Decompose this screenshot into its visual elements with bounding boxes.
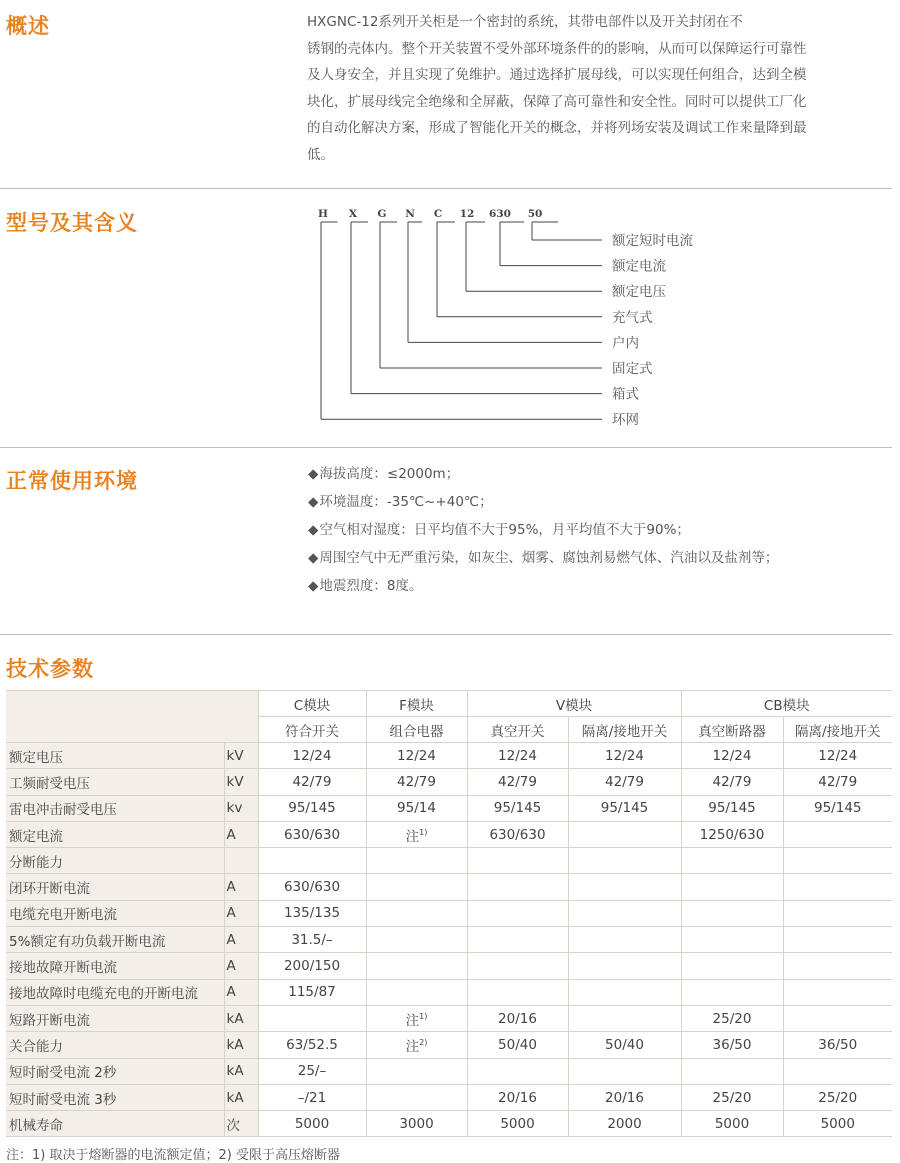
spec-table [6,690,892,1137]
spec-cell: 135/135 [258,900,366,926]
spec-cell [783,953,892,979]
spec-cell [366,979,467,1005]
spec-cell: 12/24 [366,743,467,769]
spec-cell [681,1058,783,1084]
spec-row-unit: kA [224,1084,258,1110]
environment-item: ◆ 环境温度：-35℃~+40℃； [308,488,778,516]
spec-cell: 200/150 [258,953,366,979]
spec-cell [681,953,783,979]
spec-cell [366,1005,467,1031]
spec-row [6,953,892,979]
spec-row-label: 关合能力 [6,1032,224,1058]
overview-line: 的自动化解决方案，形成了智能化开关的概念，并将列场安装及调试工作来量降到最 [307,120,807,136]
spec-row-unit: A [224,900,258,926]
model-code-letter: H [318,208,328,220]
environment-item: ◆ 空气相对湿度：日平均值不大于95%，月平均值不大于90%； [308,516,778,544]
spec-cell: 95/145 [258,795,366,821]
spec-row [6,795,892,821]
spec-cell [568,953,681,979]
section-divider [0,188,892,189]
model-code-diagram [300,200,740,435]
spec-row-unit: A [224,874,258,900]
model-meaning-label: 额定短时电流 [612,233,693,249]
spec-cell [783,927,892,953]
spec-cell [467,900,568,926]
spec-row-label: 短时耐受电流 3秒 [6,1084,224,1110]
specs-heading: 技术参数 [6,657,94,681]
spec-cell: 12/24 [467,743,568,769]
spec-header-blank [6,691,258,743]
overview-line: HXGNC-12系列开关柜是一个密封的系统，其带电部件以及开关封闭在不 [307,14,743,30]
model-code-letter: 12 [459,208,475,220]
model-meaning-label: 固定式 [612,361,653,377]
spec-row [6,1005,892,1031]
spec-cell [681,848,783,874]
spec-cell [366,1032,467,1058]
spec-cell: 95/145 [681,795,783,821]
spec-row-unit: A [224,927,258,953]
model-code-letter: N [405,208,415,220]
footnote-marker: 2) [419,1037,428,1047]
spec-row-unit: A [224,953,258,979]
spec-row-unit: A [224,821,258,847]
spec-row-label: 5%额定有功负载开断电流 [6,927,224,953]
spec-cell-note: 注 [405,1038,420,1055]
spec-cell: 5000 [467,1111,568,1137]
spec-cell: 42/79 [681,769,783,795]
spec-cell [568,821,681,847]
spec-cell [467,953,568,979]
footnote-marker: 1) [419,827,428,837]
spec-row-label: 工频耐受电压 [6,769,224,795]
spec-cell: 5000 [681,1111,783,1137]
spec-row-unit: 次 [224,1111,258,1137]
spec-row-label: 闭环开断电流 [6,874,224,900]
spec-cell: 50/40 [568,1032,681,1058]
section-divider [0,447,892,448]
model-meaning-label: 箱式 [612,386,639,403]
spec-cell: 42/79 [568,769,681,795]
spec-row [6,1111,892,1137]
spec-subheader: 符合开关 [258,717,366,743]
spec-cell [366,821,467,847]
spec-cell: 31.5/– [258,927,366,953]
spec-row [6,848,892,874]
environment-heading: 正常使用环境 [6,469,138,493]
spec-row [6,979,892,1005]
spec-subheader: 隔离/接地开关 [568,717,681,743]
spec-row-unit: A [224,979,258,1005]
spec-cell: 12/24 [681,743,783,769]
model-code-letter: G [377,208,387,220]
spec-subheader: 隔离/接地开关 [783,717,892,743]
spec-row [6,900,892,926]
spec-row-label: 分断能力 [6,848,224,874]
spec-cell [258,1005,366,1031]
spec-cell: 42/79 [258,769,366,795]
spec-row [6,927,892,953]
model-code-letter: C [433,208,443,220]
overview-line: 及人身安全，并且实现了免维护。通过选择扩展母线，可以实现任何组合，达到全模 [307,67,807,83]
spec-row-unit: kV [224,743,258,769]
spec-cell [568,979,681,1005]
spec-row [6,1032,892,1058]
spec-row [6,874,892,900]
spec-cell: 5000 [783,1111,892,1137]
model-meaning-label: 户内 [612,335,639,352]
spec-module-header: F模块 [366,691,467,717]
spec-row-unit: kA [224,1032,258,1058]
spec-cell [467,927,568,953]
spec-row [6,821,892,847]
spec-cell [783,1005,892,1031]
spec-cell [467,874,568,900]
model-code-letter: 50 [527,208,543,220]
spec-row-label: 接地故障开断电流 [6,953,224,979]
spec-subheader: 真空开关 [467,717,568,743]
spec-module-header: V模块 [467,691,681,717]
spec-cell: 1250/630 [681,821,783,847]
spec-cell: 36/50 [681,1032,783,1058]
model-meaning-label: 充气式 [612,309,653,326]
overview-line: 低。 [307,146,334,163]
spec-cell [783,1058,892,1084]
spec-cell: 25/– [258,1058,366,1084]
model-meaning-label: 额定电压 [612,284,666,301]
spec-cell: 36/50 [783,1032,892,1058]
spec-module-header: CB模块 [681,691,892,717]
spec-cell: 630/630 [258,821,366,847]
spec-cell: 95/145 [467,795,568,821]
spec-cell [366,953,467,979]
environment-list [308,460,778,600]
spec-cell [366,1058,467,1084]
spec-cell [783,900,892,926]
spec-subheader: 真空断路器 [681,717,783,743]
spec-header-row [6,691,892,717]
spec-cell-note: 注 [405,1012,420,1029]
spec-cell: 25/20 [681,1084,783,1110]
spec-cell [568,927,681,953]
spec-cell [366,848,467,874]
spec-cell [783,874,892,900]
spec-cell: 42/79 [783,769,892,795]
spec-cell: 20/16 [467,1005,568,1031]
footnote-marker: 1) [419,1011,428,1021]
spec-cell [783,979,892,1005]
spec-cell: 25/20 [681,1005,783,1031]
spec-row-label: 接地故障时电缆充电的开断电流 [6,979,224,1005]
spec-cell: 42/79 [467,769,568,795]
model-code-letter: 630 [489,208,511,220]
spec-cell [366,900,467,926]
spec-cell [681,874,783,900]
environment-item: ◆ 地震烈度：8度。 [308,572,778,600]
spec-cell: 630/630 [258,874,366,900]
spec-row-label: 电缆充电开断电流 [6,900,224,926]
spec-row-unit: kA [224,1005,258,1031]
spec-row [6,769,892,795]
spec-cell [681,900,783,926]
spec-cell [568,848,681,874]
spec-row-label: 额定电流 [6,821,224,847]
overview-text [307,9,895,168]
model-meaning-label: 环网 [612,412,639,429]
spec-cell: 630/630 [467,821,568,847]
spec-cell [681,927,783,953]
spec-cell: 95/14 [366,795,467,821]
environment-item: ◆ 周围空气中无严重污染，如灰尘、烟雾、腐蚀剂易燃气体、汽油以及盐剂等； [308,544,778,572]
spec-cell: 95/145 [783,795,892,821]
model-meaning-label: 额定电流 [612,258,666,275]
spec-cell [467,1058,568,1084]
spec-cell: 3000 [366,1111,467,1137]
spec-row-unit: kA [224,1058,258,1084]
overview-line: 块化，扩展母线完全绝缘和全屏蔽，保障了高可靠性和安全性。同时可以提供工厂化 [307,93,807,110]
spec-cell: 115/87 [258,979,366,1005]
spec-cell [366,874,467,900]
spec-cell-note: 注 [405,828,420,845]
spec-row-label: 额定电压 [6,743,224,769]
spec-cell: 50/40 [467,1032,568,1058]
spec-cell: 5000 [258,1111,366,1137]
spec-row-unit: kV [224,769,258,795]
spec-cell [568,900,681,926]
spec-cell: 12/24 [258,743,366,769]
spec-footnote: 注：1) 取决于熔断器的电流额定值；2) 受限于高压熔断器 [6,1148,340,1163]
spec-cell: 63/52.5 [258,1032,366,1058]
spec-cell [467,979,568,1005]
spec-cell [783,848,892,874]
spec-cell [681,979,783,1005]
overview-line: 锈钢的壳体内。整个开关装置不受外部环境条件的的影响，从而可以保障运行可靠性 [307,40,807,57]
spec-cell [366,927,467,953]
spec-cell [568,874,681,900]
model-heading: 型号及其含义 [6,211,138,235]
spec-module-header: C模块 [258,691,366,717]
spec-cell [568,1058,681,1084]
spec-row-label: 短时耐受电流 2秒 [6,1058,224,1084]
spec-cell [258,848,366,874]
spec-cell [467,848,568,874]
spec-row [6,1084,892,1110]
overview-heading: 概述 [6,14,50,38]
spec-cell: 12/24 [568,743,681,769]
spec-cell: 2000 [568,1111,681,1137]
spec-cell: 20/16 [467,1084,568,1110]
spec-cell: 12/24 [783,743,892,769]
spec-row-unit [224,848,258,874]
spec-cell: 25/20 [783,1084,892,1110]
environment-item: ◆ 海拔高度：≤2000m； [308,460,778,488]
spec-row [6,743,892,769]
spec-row-label: 雷电冲击耐受电压 [6,795,224,821]
section-divider [0,634,892,635]
spec-subheader: 组合电器 [366,717,467,743]
spec-cell: 95/145 [568,795,681,821]
spec-row-label: 机械寿命 [6,1111,224,1137]
model-code-letter: X [348,208,358,220]
spec-cell: –/21 [258,1084,366,1110]
spec-cell [568,1005,681,1031]
spec-cell: 20/16 [568,1084,681,1110]
spec-row-unit: kv [224,795,258,821]
spec-row-label: 短路开断电流 [6,1005,224,1031]
spec-cell: 42/79 [366,769,467,795]
spec-row [6,1058,892,1084]
spec-cell [366,1084,467,1110]
spec-cell [783,821,892,847]
